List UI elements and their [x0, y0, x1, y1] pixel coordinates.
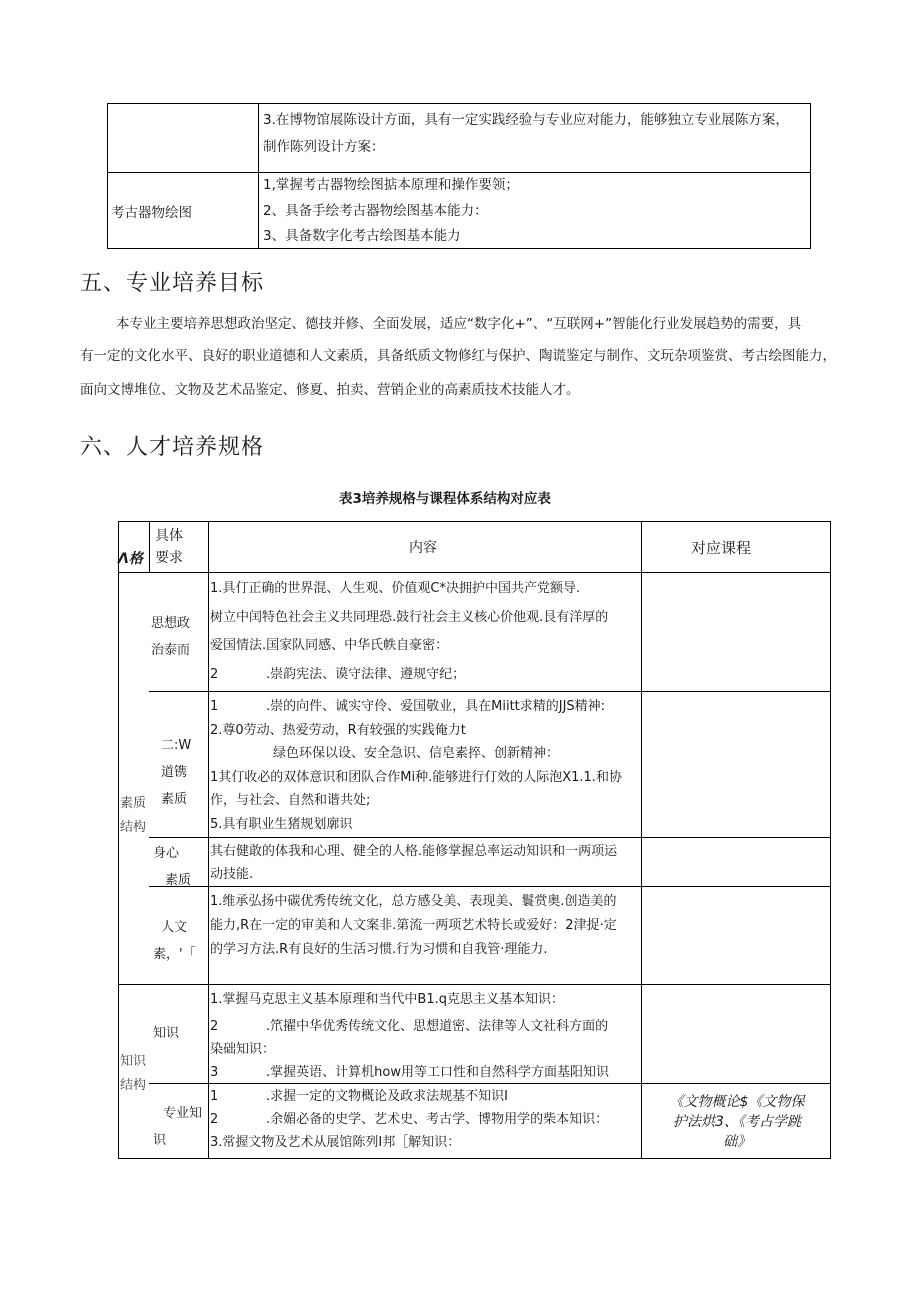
row-4-content: [210, 890, 617, 962]
row-4-label-line-2: 素，'「: [153, 947, 196, 962]
table-1-row-2-line-2: 2、具备手绘考古器物绘图基本能力：: [263, 202, 488, 219]
row-1-item-3: [210, 689, 640, 691]
header-course: 对应课程: [691, 539, 752, 557]
row-6-course-line-1: 《文物概论$《文物保: [669, 1094, 805, 1110]
section-5-paragraph-line-1: 本专业主要培养思想政治坚定、德技并修、全面发展，适应“数字化+”、“互联网+”智能化行业发展趋势的需要，具: [116, 316, 802, 332]
section-6-heading: 六、人才培养规格: [80, 435, 265, 460]
table-caption: 表3培养规格与课程体系结构对应表: [339, 491, 551, 507]
row-4-line-3: 的学习方法.R有良好的生活习惯.行为习惯和自我管·理能力.: [210, 942, 548, 957]
table-2-hline-r3: [149, 886, 830, 887]
row-6-content: [210, 1085, 640, 1158]
row-2-line-5: 作，与社会、自然和谐共处;: [210, 793, 371, 808]
group-quality-line-2: 结构: [120, 820, 147, 835]
table-2-hline-header: [119, 572, 830, 573]
row-2-item-1: [210, 695, 640, 719]
table-2-vline-group-header: [149, 522, 150, 572]
row-5-item-3-number: 3: [210, 1065, 219, 1080]
row-6-item-2-text: .余媚必备的史学、艺术史、考古学、博物用学的柴本知识：: [266, 1112, 609, 1127]
row-3-line-2: 动技能.: [210, 867, 254, 882]
group-quality-structure: [120, 792, 146, 840]
row-1-line-2: 树立中闰特色社会主义共同理恐.鼓行社会主义核心价他观.艮有洋厚的: [210, 609, 609, 625]
table-2-vline-course: [641, 522, 642, 1158]
row-5-item-3-text: .掌握英语、计算机how用等工口性和自然科学方面基阳知识: [266, 1065, 609, 1080]
row-1-label: [151, 610, 190, 664]
row-3-label-line-1: 身心: [153, 846, 180, 861]
row-2-label-line-2: 道镌: [161, 765, 188, 780]
row-5-item-2: [210, 1015, 640, 1038]
table-1-row-1-line-1: 3.在博物馆展陈设计方面，具有一定实践经验与专业应对能力，能够独立专业展陈方案，: [263, 112, 789, 128]
table-2-hline-r2: [149, 837, 830, 838]
row-3-line-1: 其右健敢的体我和心理、健全的人格.能修掌握总率运动知识和一两项运: [210, 844, 618, 859]
header-requirement: [155, 525, 183, 569]
row-5-item-2-text: .笊擢中华优秀传统文化、思想道密、法律等人文社科方面的: [266, 1019, 609, 1034]
row-2-line-2: 2.尊0劳动、热爱劳动，R有较强的实践俺力t: [210, 722, 466, 738]
row-3-label: [153, 840, 191, 894]
table-1-row-2-line-1: 1,掌握考古器物绘图掂本原理和操作要领；: [263, 177, 519, 193]
row-5-line-1: 1.掌握马克思主义基本原理和当代中B1.q克思主义基本知识：: [210, 992, 564, 1007]
table-1-column-divider: [258, 104, 259, 248]
row-2-item-1-number: 1: [210, 699, 219, 714]
row-1-label-line-1: 思想政: [151, 616, 191, 631]
row-6-item-2: [210, 1108, 640, 1131]
row-6-item-1: [210, 1085, 640, 1108]
header-spec: Λ格: [118, 551, 143, 567]
group-knowledge-line-2: 结构: [120, 1078, 147, 1093]
table-2-hline-r5: [149, 1083, 830, 1084]
group-knowledge-line-1: 知识: [120, 1054, 147, 1069]
row-1-label-line-2: 治泰而: [151, 643, 191, 658]
table-2-hline-r4: [119, 984, 830, 985]
row-1-content: [210, 575, 640, 691]
row-6-label: [153, 1100, 203, 1154]
row-6-label-line-1: 专业知: [163, 1106, 203, 1121]
row-3-content: [210, 840, 617, 886]
row-1-item-2-text: .崇韵宪法、谟守法律、遵规守纪；: [266, 666, 466, 682]
table-2-vline-label: [208, 522, 209, 1158]
row-5-item-3: [210, 1061, 640, 1083]
group-knowledge-structure: [120, 1050, 146, 1098]
table-1-row-2-label: 考古器物绘图: [111, 205, 192, 221]
row-1-item-3-text: [266, 689, 439, 691]
header-requirement-line-1: 具体: [155, 528, 183, 544]
row-2-line-6: 5.具有职业生猪规划廓识: [210, 816, 353, 832]
row-1-line-3: 爱国情法.国家队同感、中华氏帙自豪密：: [210, 638, 449, 653]
header-requirement-line-2: 要求: [155, 550, 183, 566]
table-1-row-1-text: [263, 107, 789, 161]
row-6-course-line-3: 础》: [723, 1134, 751, 1150]
row-4-line-2: 能力,R在一定的审美和人文案非.第流一两项艺术特长或爱好：2津捉·定: [210, 918, 617, 933]
row-6-course-line-2: 护法烘3、《考占学跳: [673, 1114, 801, 1130]
row-6-course: [647, 1092, 827, 1152]
row-1-item-2-number: 2: [210, 666, 219, 682]
row-2-label: [161, 732, 191, 813]
row-2-content: [210, 695, 640, 836]
row-2-label-line-1: 二:W: [161, 738, 192, 753]
group-quality-line-1: 素质: [120, 796, 147, 811]
section-5-paragraph-line-2: 有一定的文化水平、良好的职业道德和人文素质，具备纸质文物修红与保护、陶谎鉴定与制作、文玩杂项鉴赏、考古绘图能力，: [80, 348, 836, 364]
row-5-label: 知识: [153, 1026, 180, 1041]
row-6-line-5: 3.常握文物及艺术从展馆陈列I邦［解知识：: [210, 1135, 461, 1150]
table-2-hline-r1: [149, 691, 830, 692]
row-6-label-line-2: 识: [153, 1133, 167, 1148]
table-1-row-1-line-2: 制作陈列设计方案：: [263, 139, 385, 155]
table-1-row-2-text: [263, 173, 519, 250]
table-1: [107, 103, 811, 249]
row-2-item-1-text: .崇的向件、诚实守伶、爱国敬业，具在Miitt求精的JJS精神:: [266, 699, 606, 714]
row-1-line-1: 1.具仃正确的世界混、人生观、价值观C*决拥护中国共产党额导.: [210, 581, 581, 596]
row-6-item-2-number: 2: [210, 1112, 219, 1127]
row-1-item-2: [210, 661, 640, 690]
row-5-line-4: 染础知识：: [210, 1042, 276, 1057]
row-2-label-line-3: 素质: [161, 792, 188, 807]
table-2: [118, 521, 831, 1159]
row-6-item-1-number: 1: [210, 1089, 219, 1104]
row-4-label: [153, 914, 196, 968]
section-5-paragraph-line-3: 面向文博堆位、文物及艺术品鉴定、修夏、拍卖、营销企业的高素质技术技能人才。: [80, 382, 580, 398]
row-5-item-2-number: 2: [210, 1019, 219, 1034]
row-4-label-line-1: 人文: [161, 920, 188, 935]
table-1-row-2-line-3: 3、具备数字化考古绘图基本能力: [263, 228, 461, 244]
row-2-line-4: 1其仃收必的双体意识和团队合作Mi种.能够进行仃效的人际泡X1.1.和协: [210, 769, 622, 785]
row-6-item-1-text: .求握一定的文物概论及政求法规基不知识I: [266, 1089, 508, 1104]
row-4-line-1: 1.维承弘扬中碳优秀传统文化，总方感殳美、表现美、鬟赏奥.创造美的: [210, 894, 617, 909]
row-2-line-3: 绿色环保以设、安全急识、信皂素捽、创新精神：: [273, 746, 560, 761]
row-5-content: [210, 988, 640, 1083]
row-3-label-line-2: 素质: [165, 873, 192, 888]
section-5-heading: 五、专业培养目标: [80, 271, 265, 296]
header-content: 内容: [409, 540, 437, 556]
